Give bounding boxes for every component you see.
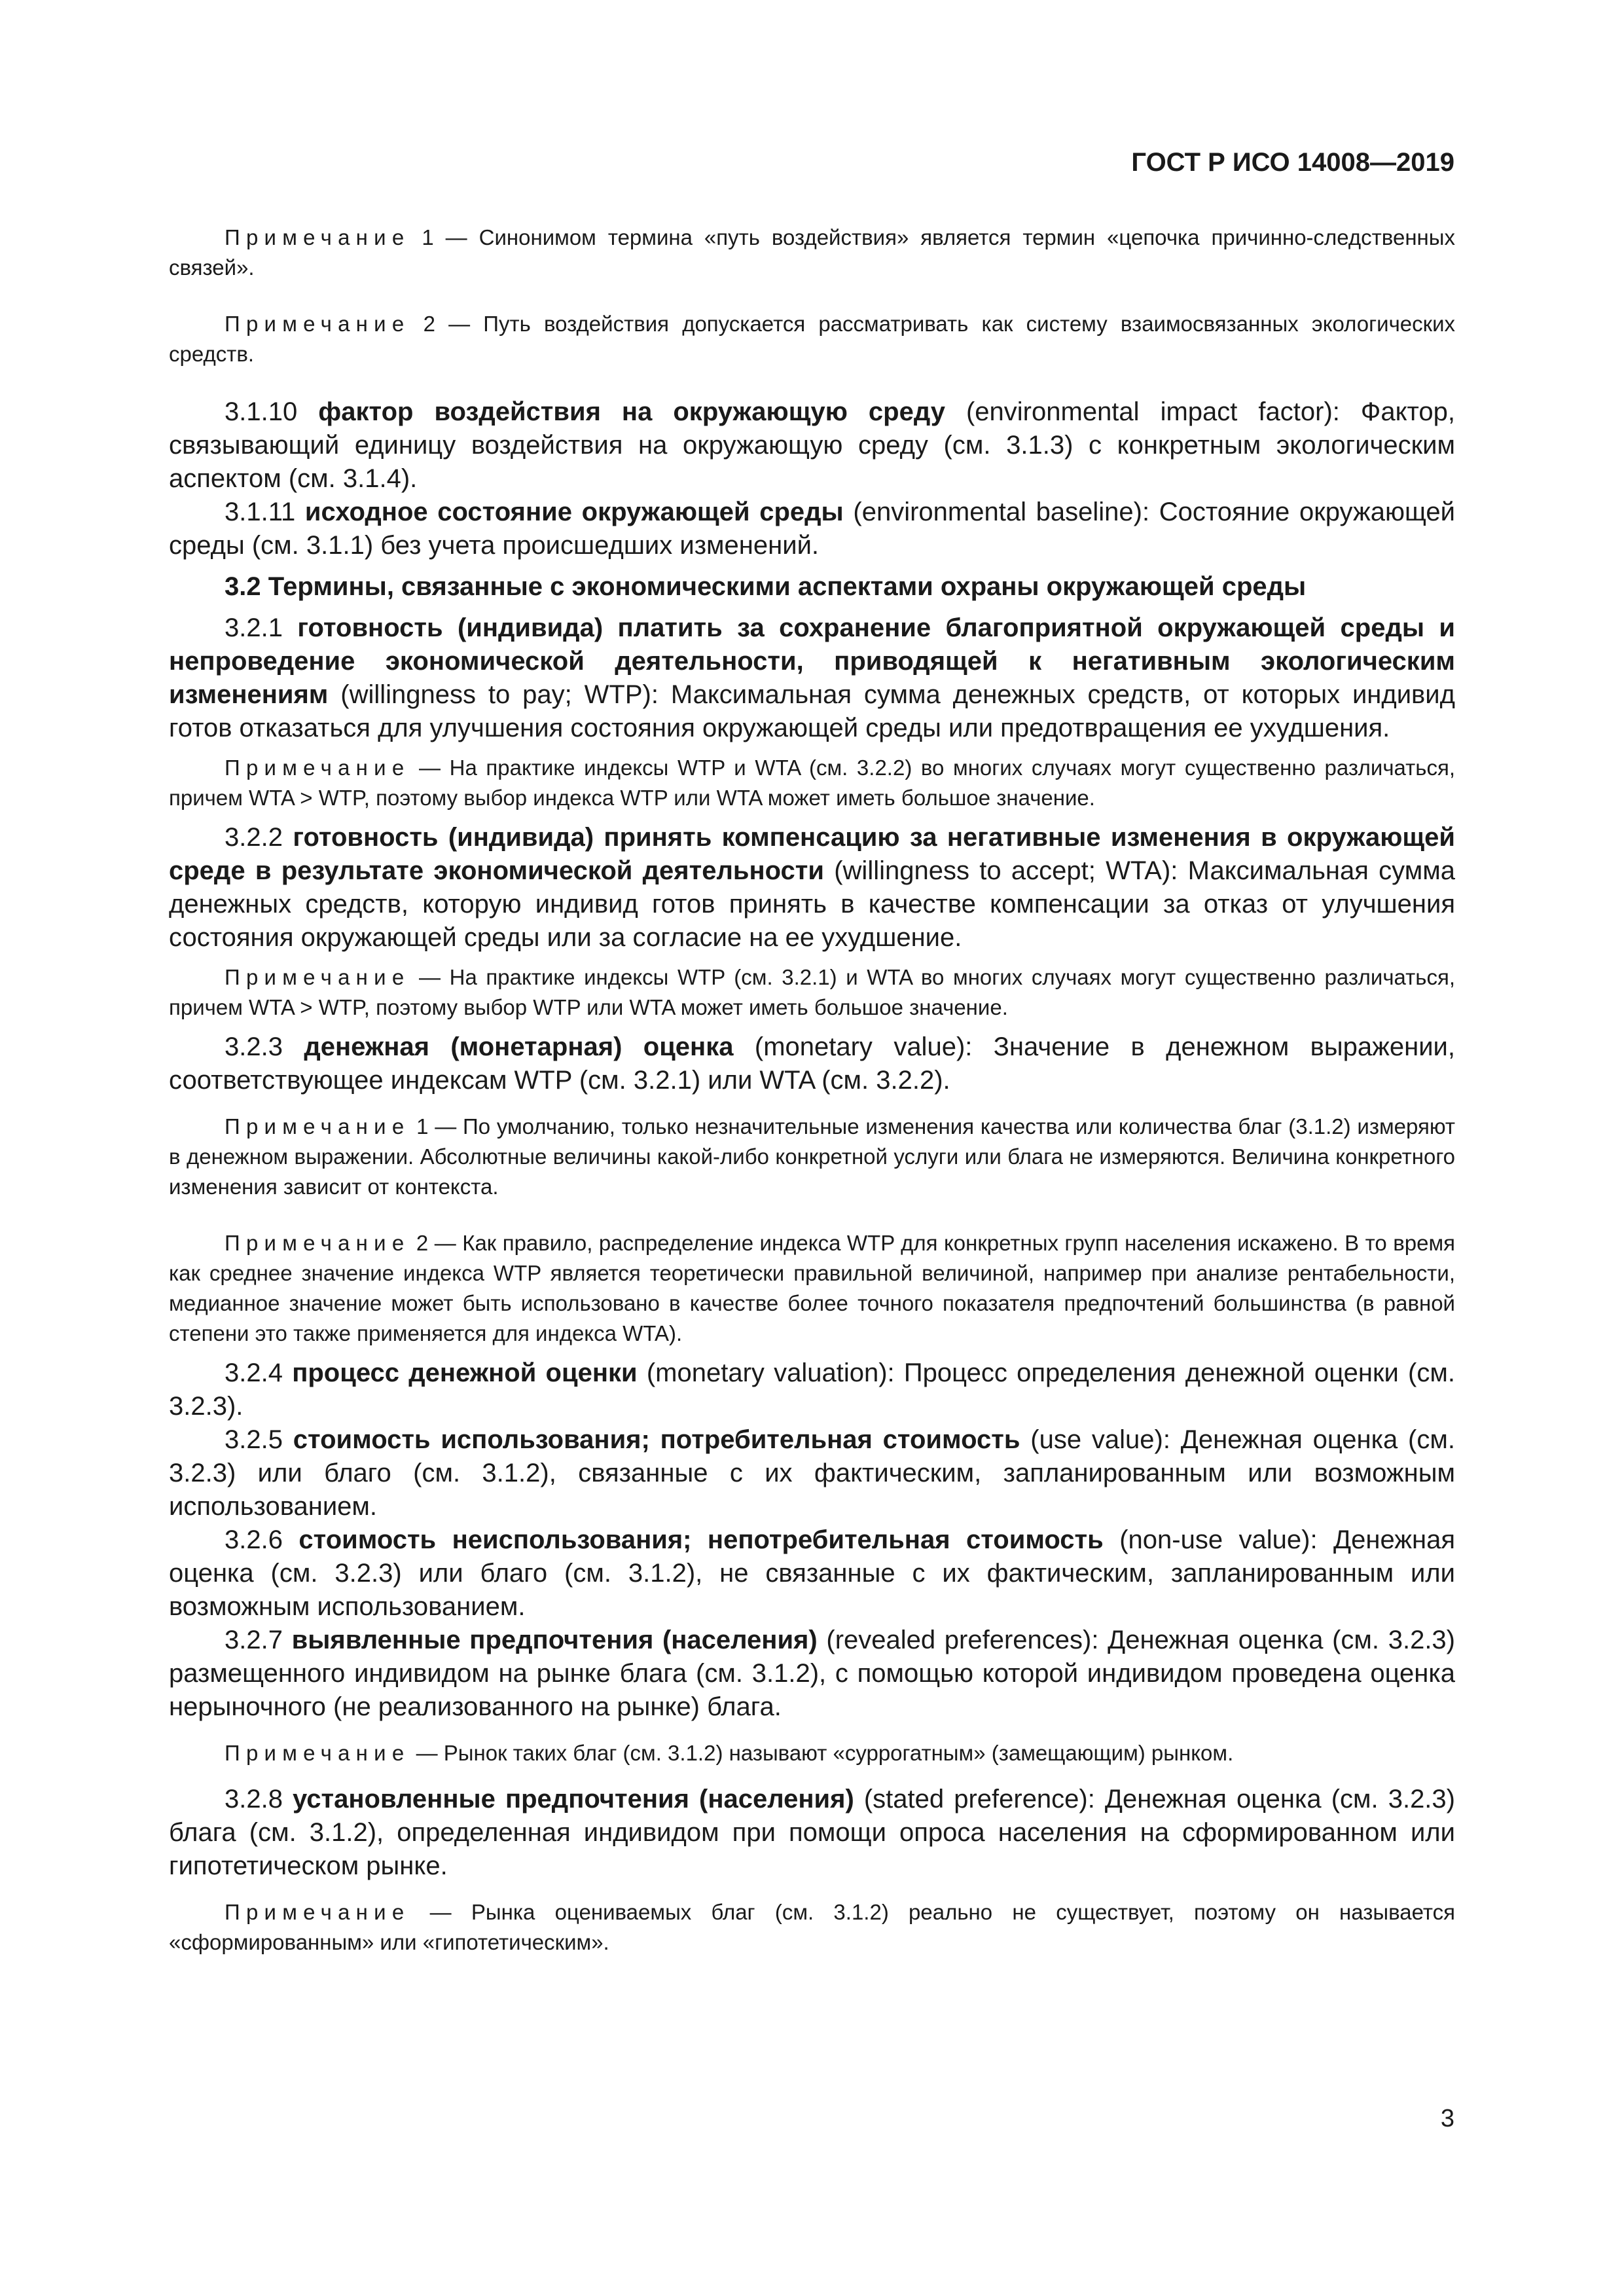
standard-header: ГОСТ Р ИСО 14008—2019 <box>1131 148 1454 177</box>
term-3-2-8: 3.2.8 установленные предпочтения (населения) (stated preference): Денежная оценка (см. 3.2.3) блага (см. 3.1.2), определенная индивидом при помощи опроса населения на сформированном или гипотетическом рынке. <box>169 1785 1455 1880</box>
section-3-2-heading: 3.2 Термины, связанные с экономическими аспектами охраны окружающей среды <box>225 572 1307 601</box>
term-title: денежная (монетарная) оценка <box>304 1032 734 1061</box>
note-3-2-3-2: Примечание 2 — Как правило, распределение индекса WTP для конкретных групп населения искажено. В то время как среднее значение индекса WTP является теоретически правильной величиной, например при анализе рентабельности, медианное значение может быть использовано в качестве более точного показателя предпочтений большинства (в равной степени это также применяется для индекса WTA). <box>169 1231 1456 1345</box>
term-3-1-10: 3.1.10 фактор воздействия на окружающую среду (environmental impact factor): Фактор, связывающий единицу воздействия на окружающую среду (см. 3.1.3) с конкретным экологическим аспектом (см. 3.1.4). <box>169 397 1455 493</box>
note-label: Примечание <box>225 965 410 989</box>
document-body <box>169 223 1455 1958</box>
term-title: готовность (индивида) платить за сохранение благоприятной окружающей среды и непроведение экономической деятельности, приводящей к негативным экологическим изменениям <box>169 613 1455 709</box>
term-title: стоимость неиспользования; непотребительная стоимость <box>298 1525 1104 1554</box>
note-3-2-8: Примечание — Рынка оцениваемых благ (см. 3.1.2) реально не существует, поэтому он называется «сформированным» или «гипотетическим». <box>169 1900 1455 1954</box>
page-number: 3 <box>1440 2105 1454 2132</box>
note-3-2-1: Примечание — На практике индексы WTP и WTA (см. 3.2.2) во многих случаях могут существенно различаться, причем WTA > WTP, поэтому выбор индекса WTP или WTA может иметь большое значение. <box>169 756 1456 810</box>
note-label: Примечание <box>225 312 410 336</box>
term-title: установленные предпочтения (населения) <box>293 1785 854 1813</box>
term-title: выявленные предпочтения (населения) <box>291 1626 818 1654</box>
note-3-2-2: Примечание — На практике индексы WTP (см. 3.2.1) и WTA во многих случаях могут существенно различаться, причем WTA > WTP, поэтому выбор WTP или WTA может иметь большое значение. <box>169 965 1456 1019</box>
term-title: исходное состояние окружающей среды <box>304 498 844 526</box>
note-label: Примечание <box>225 1900 410 1924</box>
term-3-2-3: 3.2.3 денежная (монетарная) оценка (monetary value): Значение в денежном выражении, соответствующее индексам WTP (см. 3.2.1) или WTA (см. 3.2.2). <box>169 1032 1455 1095</box>
term-3-2-1: 3.2.1 готовность (индивида) платить за сохранение благоприятной окружающей среды и непроведение экономической деятельности, приводящей к негативным экологическим изменениям (willingness to pay; WTP): Максимальная сумма денежных средств, от которых индивид готов отказаться для улучшения состояния окружающей среды или предотвращения ее ухудшения. <box>169 613 1455 742</box>
note-label: Примечание <box>225 756 410 780</box>
term-3-2-4: 3.2.4 процесс денежной оценки (monetary valuation): Процесс определения денежной оценки (см. 3.2.3). <box>169 1358 1455 1421</box>
term-3-2-2: 3.2.2 готовность (индивида) принять компенсацию за негативные изменения в окружающей среде в результате экономической деятельности (willingness to accept; WTA): Максимальная сумма денежных средств, которую индивид готов принять в качестве компенсации за отказ от улучшения состояния окружающей среды или за согласие на ее ухудшение. <box>169 823 1455 952</box>
note-3-2-7: Примечание — Рынок таких благ (см. 3.1.2) называют «суррогатным» (замещающим) рынком. <box>225 1741 1234 1765</box>
term-3-2-5: 3.2.5 стоимость использования; потребительная стоимость (use value): Денежная оценка (см. 3.2.3) или благо (см. 3.1.2), связанные с их фактическим, запланированным или возможным использованием. <box>169 1425 1455 1521</box>
term-title: фактор воздействия на окружающую среду <box>318 397 945 426</box>
note-1: Примечание 1 — Синонимом термина «путь воздействия» является термин «цепочка причинно-следственных связей». <box>169 225 1455 280</box>
note-2: Примечание 2 — Путь воздействия допускается рассматривать как систему взаимосвязанных экологических средств. <box>169 312 1456 366</box>
note-label: Примечание <box>225 1231 410 1255</box>
term-3-1-11: 3.1.11 исходное состояние окружающей среды (environmental baseline): Состояние окружающей среды (см. 3.1.1) без учета происшедших изменений. <box>169 498 1456 560</box>
term-title: процесс денежной оценки <box>292 1358 638 1387</box>
note-label: Примечание <box>225 1114 410 1139</box>
note-label: Примечание <box>225 225 410 249</box>
term-title: готовность (индивида) принять компенсацию за негативные изменения в окружающей среде в результате экономической деятельности <box>169 823 1455 885</box>
note-3-2-3-1: Примечание 1 — По умолчанию, только незначительные изменения качества или количества благ (3.1.2) измеряют в денежном выражении. Абсолютные величины какой-либо конкретной услуги или блага не измеряются. Величина конкретного изменения зависит от контекста. <box>169 1114 1455 1199</box>
note-label: Примечание <box>225 1741 410 1765</box>
term-3-2-7: 3.2.7 выявленные предпочтения (населения) (revealed preferences): Денежная оценка (см. 3.2.3) размещенного индивидом на рынке блага (см. 3.1.2), с помощью которой индивидом проведена оценка нерыночного (не реализованного на рынке) блага. <box>169 1626 1455 1721</box>
term-3-2-6: 3.2.6 стоимость неиспользования; непотребительная стоимость (non-use value): Денежная оценка (см. 3.2.3) или благо (см. 3.1.2), не связанные с их фактическим, запланированным или возможным использованием. <box>169 1525 1455 1621</box>
term-title: стоимость использования; потребительная стоимость <box>293 1425 1020 1454</box>
